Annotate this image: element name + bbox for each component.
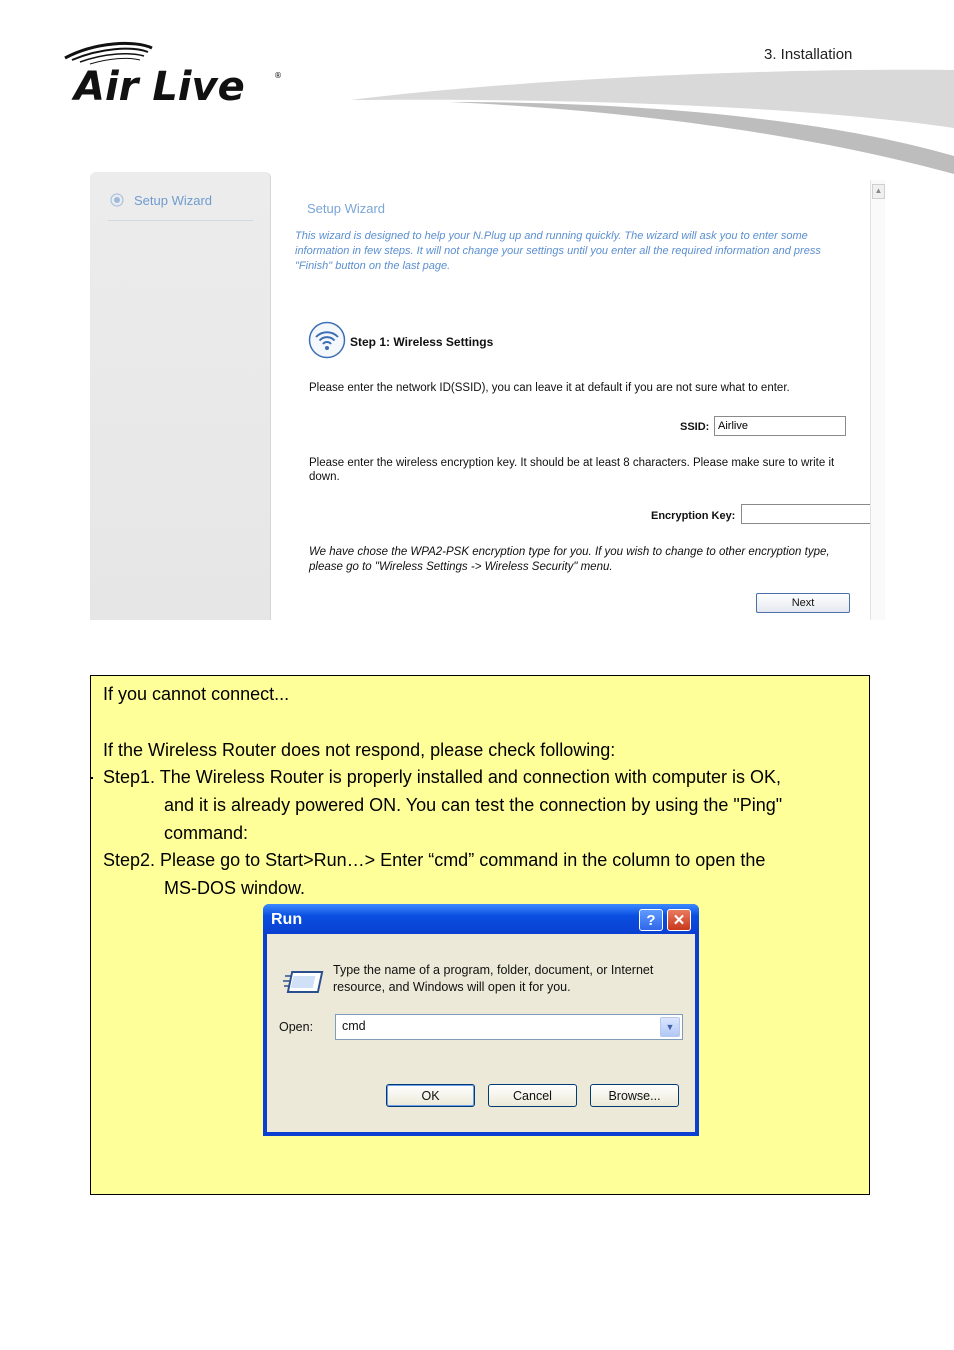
open-combobox[interactable] xyxy=(335,1014,683,1040)
router-sidebar xyxy=(90,172,271,620)
step1-line2: and it is already powered ON. You can test the connection by using the "Ping" xyxy=(164,795,783,815)
wizard-title: Setup Wizard xyxy=(307,201,386,216)
chapter-label: 3. Installation xyxy=(764,46,853,63)
svg-text:Air Live: Air Live xyxy=(74,64,245,110)
open-label: Open: xyxy=(279,1020,314,1034)
ssid-input[interactable] xyxy=(714,416,846,436)
next-button[interactable]: Next xyxy=(756,593,850,613)
encryption-key-instruction: Please enter the wireless encryption key. It should be at least 8 characters. Please make sure to write it down. xyxy=(309,457,835,483)
svg-text:®: ® xyxy=(274,71,282,80)
help-button[interactable]: ? xyxy=(639,909,663,931)
router-setup-wizard-screenshot xyxy=(90,172,885,620)
run-dialog-titlebar[interactable] xyxy=(263,904,699,934)
step1-line3: command: xyxy=(164,823,249,843)
run-dialog-title: Run xyxy=(271,911,303,928)
open-input-value[interactable]: cmd xyxy=(342,1019,366,1033)
router-scrollbar[interactable] xyxy=(870,180,885,620)
wizard-intro: This wizard is designed to help your N.Plug up and running quickly. The wizard will ask you to enter some information in few steps. It will not change your settings until you enter all the required information and press "Finish" button on the last page. xyxy=(295,230,821,272)
step2-line2: MS-DOS window. xyxy=(164,878,306,898)
wireless-icon xyxy=(308,321,346,359)
encryption-key-input[interactable] xyxy=(741,504,873,524)
ssid-instruction: Please enter the network ID(SSID), you can leave it at default if you are not sure what to enter. xyxy=(309,382,790,394)
chevron-down-icon[interactable]: ▼ xyxy=(660,1017,680,1037)
note-intro: If the Wireless Router does not respond, please check following: xyxy=(103,740,616,760)
ok-button[interactable]: OK xyxy=(386,1084,475,1107)
router-main-panel xyxy=(271,172,871,620)
run-dialog xyxy=(263,904,699,1136)
close-button[interactable]: ✕ xyxy=(667,909,691,931)
note-heading: If you cannot connect... xyxy=(103,684,290,704)
run-dialog-body xyxy=(267,934,695,1132)
sidebar-item-setup-wizard[interactable] xyxy=(108,190,253,221)
header-swoosh-decoration xyxy=(330,60,954,180)
run-dialog-description: Type the name of a program, folder, document, or Internet resource, and Windows will open it for you. xyxy=(333,963,654,994)
troubleshooting-note xyxy=(90,675,870,1195)
step2-line1: Step2. Please go to Start>Run…> Enter “cmd” command in the column to open the xyxy=(103,850,766,870)
airlive-logo xyxy=(60,40,290,110)
scroll-up-icon[interactable]: ▲ xyxy=(872,184,885,199)
stray-dot-mark xyxy=(91,777,93,779)
step1-line1: Step1. The Wireless Router is properly installed and connection with computer is OK, xyxy=(103,767,781,787)
browse-button[interactable]: Browse... xyxy=(590,1084,679,1107)
bullet-icon xyxy=(110,193,124,207)
step-title: Step 1: Wireless Settings xyxy=(350,335,494,349)
run-program-icon xyxy=(283,968,325,998)
encryption-type-note: We have chose the WPA2-PSK encryption type for you. If you wish to change to other encryption type, please go to "Wireless Settings -> Wireless Security" menu. xyxy=(309,546,830,573)
cancel-button[interactable]: Cancel xyxy=(488,1084,577,1107)
sidebar-item-label: Setup Wizard xyxy=(134,193,213,208)
ssid-label: SSID: xyxy=(680,421,710,433)
encryption-key-label: Encryption Key: xyxy=(651,510,736,522)
